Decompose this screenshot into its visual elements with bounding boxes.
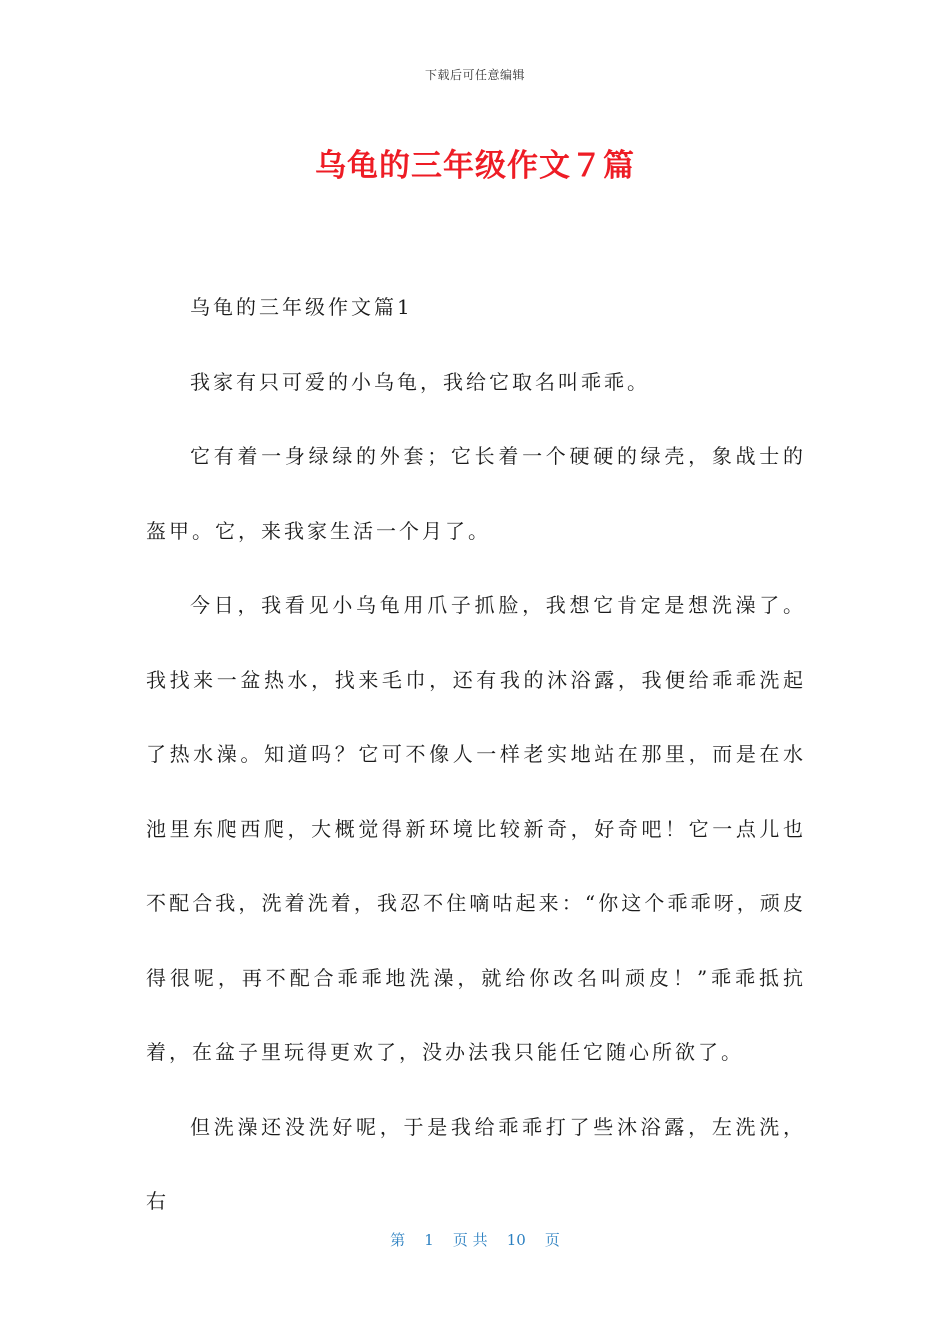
paragraph: 我家有只可爱的小乌龟，我给它取名叫乖乖。 <box>190 369 650 394</box>
paragraph: 它有着一身绿绿的外套；它长着一个硬硬的绿壳，象战士的盔甲。它，来我家生活一个月了。 <box>146 444 806 543</box>
document-title: 乌龟的三年级作文７篇 <box>315 148 635 184</box>
header-note: 下载后可任意编辑 <box>424 68 525 82</box>
current-page-number: 1 <box>424 1231 434 1249</box>
document-body <box>146 270 806 1239</box>
paragraph: 今日，我看见小乌龟用爪子抓脸，我想它肯定是想洗澡了。我找来一盆热水，找来毛巾，还有我的沐浴露，我便给乖乖洗起了热水澡。知道吗？它可不像人一样老实地站在那里，而是在水池里东爬西爬，大概觉得新环境比较新奇，好奇吧！它一点儿也不配合我，洗着洗着，我忍不住嘀咕起来：“你这个乖乖呀，顽皮得很呢，再不配合乖乖地洗澡，就给你改名叫顽皮！”乖乖抵抗着，在盆子里玩得更欢了，没办法我只能任它随心所欲了。 <box>146 593 806 1064</box>
page-footer <box>0 1229 950 1250</box>
page-label-prefix: 第 <box>390 1231 406 1249</box>
page-label-suffix: 页 <box>544 1231 560 1249</box>
page-label-mid: 页 共 <box>452 1231 488 1249</box>
section-heading: 乌龟的三年级作文篇1 <box>190 295 413 319</box>
total-pages-number: 10 <box>506 1231 526 1249</box>
paragraph: 但洗澡还没洗好呢，于是我给乖乖打了些沐浴露，左洗洗，右 <box>146 1114 806 1213</box>
